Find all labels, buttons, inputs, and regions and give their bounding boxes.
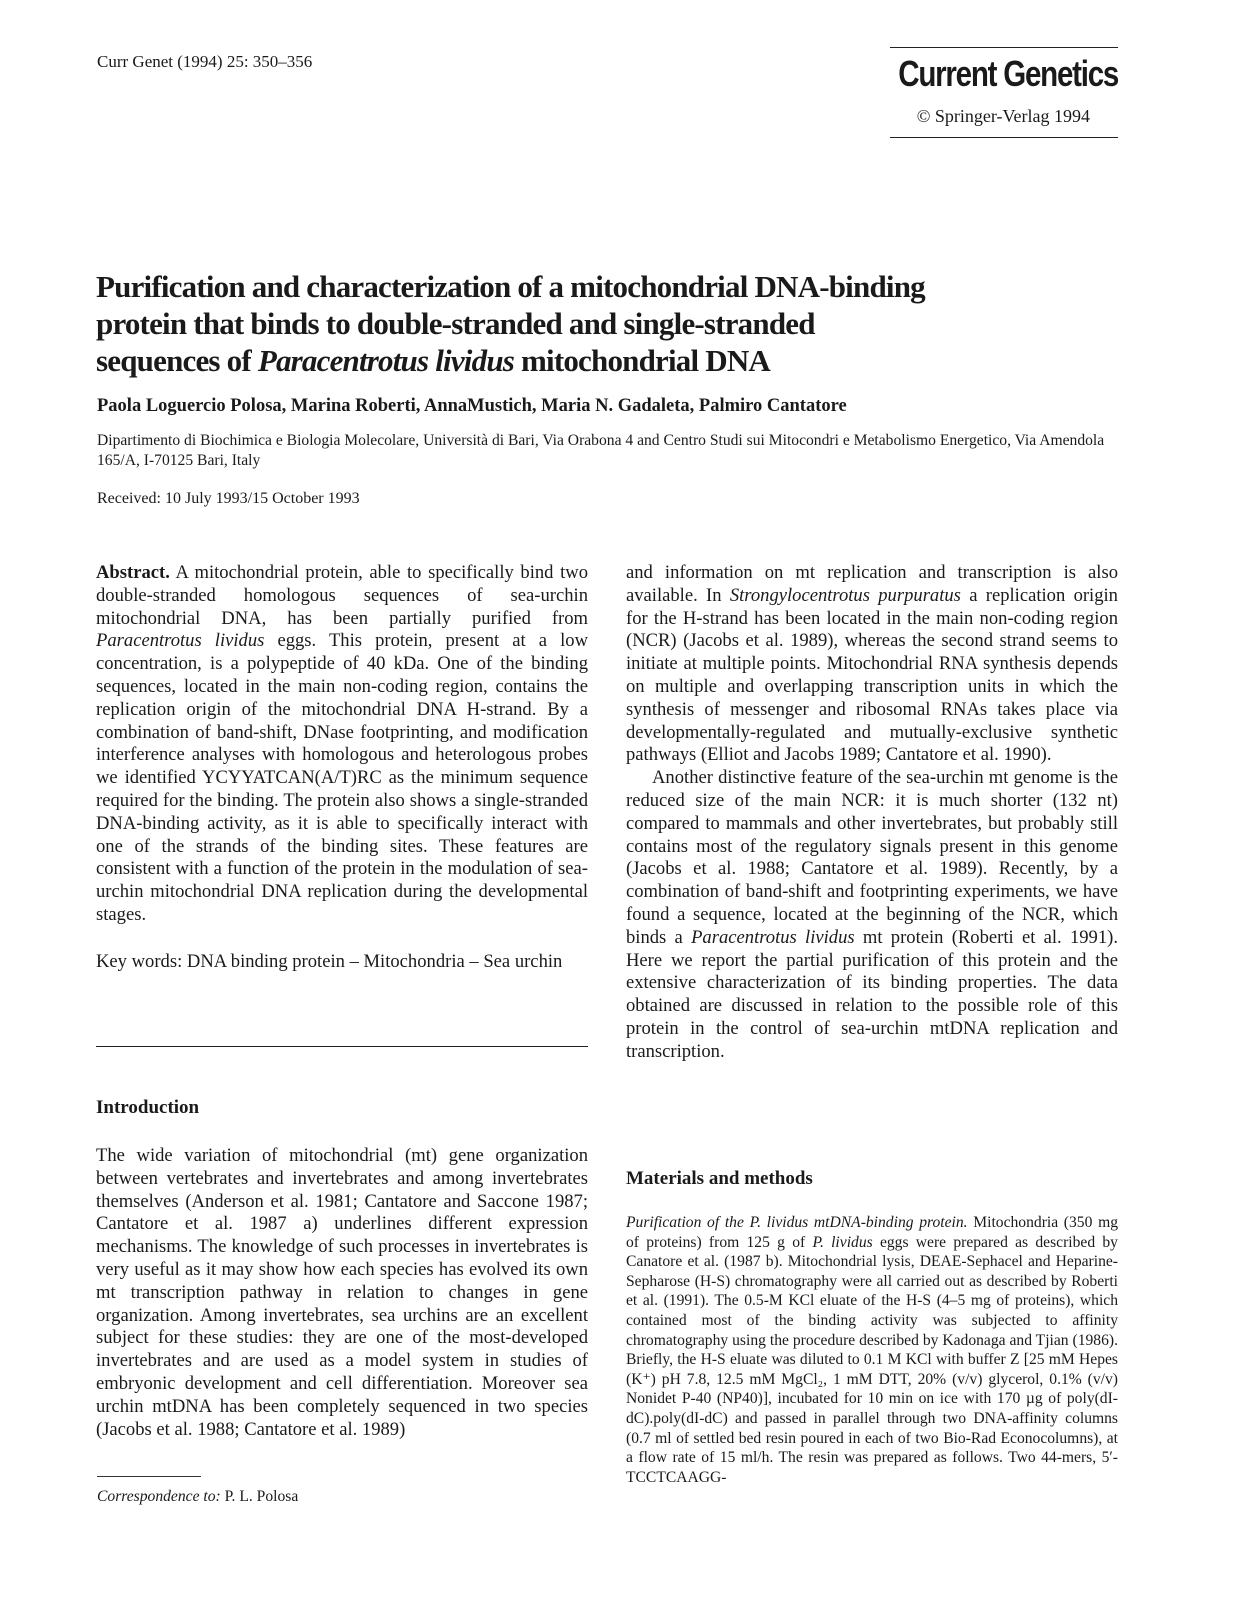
methods-species: P. lividus (812, 1233, 873, 1251)
methods-text (626, 1213, 1118, 1487)
received-date: Received: 10 July 1993/15 October 1993 (97, 490, 360, 507)
article-title (96, 268, 1156, 379)
keywords: Key words: DNA binding protein – Mitochondria – Sea urchin (96, 950, 563, 972)
title-line-3a: sequences of (96, 343, 258, 378)
abstract-text-b: eggs. This protein, present at a low concentration, is a polypeptide of 40 kDa. One of the binding sequences, located in the main non-coding region, contains the replication origin of the mitochondrial DNA H-strand. By a combination of band-shift, DNase footprinting, and modification interference analyses with homologous and heterologous probes we identified YCYYATCAN(A/T)RC as the minimum sequence required for the binding. The protein also shows a single-stranded DNA-binding activity, as it is able to specifically interact with one of the strands of the binding sites. These features are consistent with a function of the protein in the modulation of sea-urchin mitochondrial DNA replication during the developmental stages. (96, 630, 588, 925)
introduction-para-1 (96, 1145, 588, 1441)
author-list: Paola Loguercio Polosa, Marina Roberti, AnnaMustich, Maria N. Gadaleta, Palmiro Cantatore (97, 396, 847, 416)
header-top-rule (890, 47, 1118, 48)
title-line-3c: mitochondrial DNA (514, 343, 771, 378)
footnote-rule (97, 1476, 201, 1477)
journal-citation: Curr Genet (1994) 25: 350–356 (97, 52, 313, 71)
abstract-divider (96, 1046, 588, 1047)
header-bottom-rule (890, 137, 1118, 138)
footnote-name: P. L. Polosa (220, 1488, 299, 1505)
methods-heading: Materials and methods (626, 1168, 813, 1189)
intro-cont-text-a: and information on mt replication and transcription is also available. In (626, 562, 1118, 606)
methods-text-b: eggs were prepared as described by Canatore et al. (1987 b). Mitochondrial lysis, DEAE-Sephacel and Heparine-Sepharose (H-S) chromatography were all carried out as described by Roberti et al. (1991). The 0.5-M KCl eluate of the H-S (4–5 mg of proteins), which contained most of the binding activity was subjected to affinity chromatography using the procedure described by Kadonaga and Tjian (1986). Briefly, the H-S eluate was diluted to 0.1 M KCl with buffer Z [25 mM Hepes (K⁺) pH 7.8, 12.5 mM MgCl₂, 1 mM DTT, 20% (v/v) glycerol, 0.1% (v/v) Nonidet P-40 (NP40)], incubated for 10 min on ice with 170 µg of poly(dI-dC).poly(dI-dC) and passed in parallel through two DNA-affinity columns (0.7 ml of settled bed resin poured in each of two Bio-Rad Econocolumns), at a flow rate of 15 ml/h. The resin was prepared as follows. Two 44-mers, 5′-TCCTCAAGG- (626, 1233, 1118, 1486)
intro-para2-text-b: mt protein (Roberti et al. 1991). Here we report the partial purification of this protein and the extensive characterization of its binding properties. The data obtained are discussed in relation to the possible role of this protein in the control of sea-urchin mtDNA replication and transcription. (626, 926, 1118, 1062)
title-line-2: protein that binds to double-stranded and single-stranded (96, 306, 815, 341)
journal-name: Current Genetics (898, 53, 1118, 94)
title-species: Paracentrotus lividus (257, 343, 515, 378)
correspondence-footnote (97, 1488, 298, 1506)
abstract-text-a: A mitochondrial protein, able to specifically bind two double-stranded homologous sequences of sea-urchin mitochondrial DNA, has been partially purified from (96, 562, 588, 629)
abstract-species: Paracentrotus lividus (96, 630, 265, 652)
copyright-notice: © Springer-Verlag 1994 (916, 106, 1090, 126)
intro-cont-text-b: a replication origin for the H-strand has been located in the main non-coding region (NCR) (Jacobs et al. 1989), whereas the second strand seems to initiate at multiple points. Mitochondrial RNA synthesis depends on multiple and overlapping transcription units in which the synthesis of messenger and ribosomal RNAs takes place via developmentally-regulated and mutually-exclusive synthetic pathways (Elliot and Jacobs 1989; Cantatore et al. 1990). (626, 584, 1118, 766)
intro-para2-text-a: Another distinctive feature of the sea-urchin mt genome is the reduced size of the main NCR: it is much shorter (132 nt) compared to mammals and other invertebrates, but probably still contains most of the regulatory signals present in this genome (Jacobs et al. 1988; Cantatore et al. 1989). Recently, by a combination of band-shift and footprinting experiments, we have found a sequence, located at the beginning of the NCR, which binds a (626, 767, 1118, 948)
abstract (96, 562, 588, 974)
introduction-continued (626, 562, 1118, 1064)
affiliation: Dipartimento di Biochimica e Biologia Molecolare, Università di Bari, Via Orabona 4 and Centro Studi sui Mitocondri e Metabolismo Energetico, Via Amendola 165/A, I-70125 Bari, Italy (97, 432, 1105, 469)
methods-text-a: Mitochondria (350 mg of proteins) from 125 g of (626, 1214, 1118, 1251)
title-line-1: Purification and characterization of a mitochondrial DNA-binding (96, 269, 925, 304)
introduction-heading: Introduction (96, 1097, 200, 1118)
intro-cont-species: Strongylocentrotus purpuratus (729, 584, 961, 606)
abstract-label: Abstract. (96, 562, 170, 583)
intro-para2-species: Paracentrotus lividus (691, 926, 855, 948)
methods-subheading: Purification of the P. lividus mtDNA-binding protein. (626, 1214, 968, 1231)
introduction-text: The wide variation of mitochondrial (mt) gene organization between vertebrates and invertebrates and among invertebrates themselves (Anderson et al. 1981; Cantatore and Saccone 1987; Cantatore et al. 1987 a) underlines different expression mechanisms. The knowledge of such processes in invertebrates is very useful as it may show how each species has evolved its own mt transcription pathway in relation to changes in gene organization. Among invertebrates, sea urchins are an excellent subject for these studies: they are one of the most-developed invertebrates and are used as a model system in studies of embryonic development and cell differentiation. Moreover sea urchin mtDNA has been completely sequenced in two species (Jacobs et al. 1988; Cantatore et al. 1989) (96, 1145, 588, 1440)
footnote-label: Correspondence to: (97, 1488, 221, 1505)
